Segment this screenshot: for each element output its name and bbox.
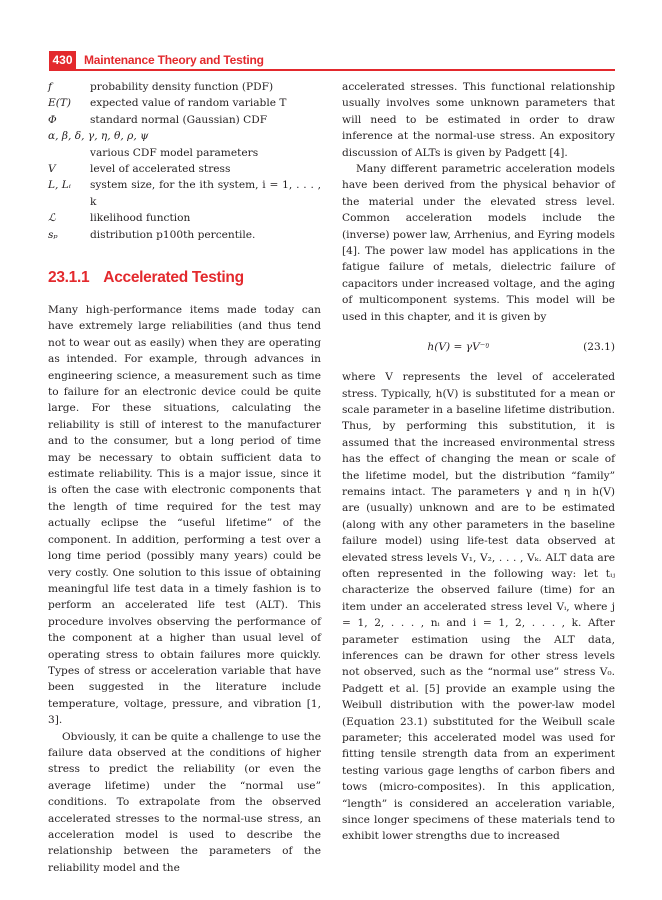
nomenclature-item: [48, 95, 321, 111]
nomenclature-item: [48, 177, 321, 210]
nomenclature-symbol: Φ: [48, 113, 57, 126]
nomenclature-symbol: [48, 145, 90, 161]
nomenclature-symbol: α, β, δ, γ, η, θ, ρ, ψ: [48, 130, 149, 143]
nomenclature-item: [48, 161, 321, 177]
body-paragraph: Many different parametric acceleration models have been derived from the physical behavior of the material under the elevated stress level. Common acceleration models include the (inverse) power law, Arrhenius, and Eyring models [4]. The power law model has applications in the fatigue failure of metals, dielectric failure of capacitors under increased voltage, and the aging of multicomponent systems. This model will be used in this chapter, and it is given by: [342, 163, 615, 323]
body-paragraph: where V represents the level of accelerated stress. Typically, h(V) is substituted for a mean or scale parameter in a baseline lifetime distribution. Thus, by performing this substitution, it is assumed that the increased environmental stress has the effect of changing the mean or scale of the lifetime model, but the distribution “family” remains intact. The parameters γ and η in h(V) are (usually) unknown and are to be estimated (along with any other parameters in the baseline failure model) using life-test data observed at elevated stress levels V₁, V₂, . . . , Vₖ. ALT data are often represented in the following way: let tᵢⱼ characterize the observed failure (time) for an item under an accelerated stress level Vᵢ, where j = 1, 2, . . . , nᵢ and i = 1, 2, . . . , k. After parameter estimation using the ALT data, inferences can be drawn for other stress levels not observed, such as the “normal use” stress V₀. Padgett et al. [5] provide an example using the Weibull distribution with the power-law model (Equation 23.1) substituted for the Weibull scale parameter; this accelerated model was used for fitting tensile strength data from an experiment testing various gage lengths of carbon fibers and tows (micro-composites). In this application, “length” is considered an acceleration variable, since longer specimens of these materials tend to exhibit lower strengths due to increased: [342, 371, 615, 843]
nomenclature-definition: expected value of random variable T: [90, 97, 287, 110]
nomenclature-definition: likelihood function: [90, 212, 191, 225]
nomenclature-definition: various CDF model parameters: [90, 146, 259, 159]
nomenclature-item: [48, 79, 321, 95]
body-paragraph: Obviously, it can be quite a challenge to use the failure data observed at the conditions of higher stress to predict the reliability (or even the average lifetime) under the “normal use” conditions. To extrapolate from the observed accelerated stresses to the normal-use stress, an acceleration model is used to describe the relationship between the parameters of the reliability model and the: [48, 730, 321, 874]
nomenclature-item: [48, 145, 321, 161]
nomenclature-item: [48, 128, 321, 144]
equation-expression: h(V) = γV⁻ᵑ: [427, 340, 490, 353]
equation: [342, 337, 615, 357]
nomenclature-definition: level of accelerated stress: [90, 163, 231, 176]
running-title: Maintenance Theory and Testing: [84, 53, 264, 67]
nomenclature-item: [48, 112, 321, 128]
body-paragraph: Many high-performance items made today can have extremely large reliabilities (and thus tend not to wear out as easily) when they are operating as intended. For example, through advances in engineering science, a measurement such as time to failure for an electronic device could be quite large. For these situations, calculating the reliability is still of interest to the manufacturer and to the consumer, but a long period of time may be necessary to obtain sufficient data to estimate reliability. This is a major issue, since it is often the case with electronic components that the length of time required for the test may actually eclipse the “useful lifetime” of the component. In addition, performing a test over a long time period (possibly many years) could be very costly. One solution to this issue of obtaining meaningful life test data in a timely fashion is to perform an accelerated life test (ALT). This procedure involves observing the performance of the component at a higher than usual level of operating stress to obtain failures more quickly. Types of stress or acceleration variable that have been suggested in the literature include temperature, voltage, pressure, and vibration [1, 3].: [48, 304, 321, 727]
nomenclature-symbol: f: [48, 81, 52, 93]
section-number: 23.1.1: [48, 269, 90, 286]
nomenclature-symbol: ℒ: [48, 212, 56, 225]
page-number: 430: [49, 51, 76, 69]
equation-number: (23.1): [583, 340, 615, 353]
nomenclature-definition: distribution p100th percentile.: [90, 228, 256, 241]
nomenclature-symbol: L, Lᵢ: [48, 179, 71, 192]
nomenclature-item: [48, 210, 321, 226]
right-column-body: [342, 79, 615, 845]
section-title: Accelerated Testing: [103, 269, 244, 286]
nomenclature-symbol: V: [48, 163, 56, 176]
nomenclature-definition: standard normal (Gaussian) CDF: [90, 113, 268, 126]
nomenclature-definition: system size, for the ith system, i = 1, . . . , k: [90, 179, 321, 208]
left-column-body: [48, 302, 321, 876]
nomenclature-item: [48, 227, 321, 243]
nomenclature-definition: [148, 128, 321, 144]
nomenclature-list: [48, 79, 321, 243]
body-paragraph: accelerated stresses. This functional relationship usually involves some unknown parameters that will need to be estimated in order to draw inference at the normal-use stress. An expository discussion of ALTs is given by Padgett [4].: [342, 81, 615, 159]
section-heading: [48, 269, 321, 287]
nomenclature-symbol: sₚ: [48, 228, 58, 241]
header-rule: [49, 69, 615, 71]
nomenclature-definition: probability density function (PDF): [90, 81, 274, 93]
nomenclature-symbol: E(T): [48, 97, 72, 110]
